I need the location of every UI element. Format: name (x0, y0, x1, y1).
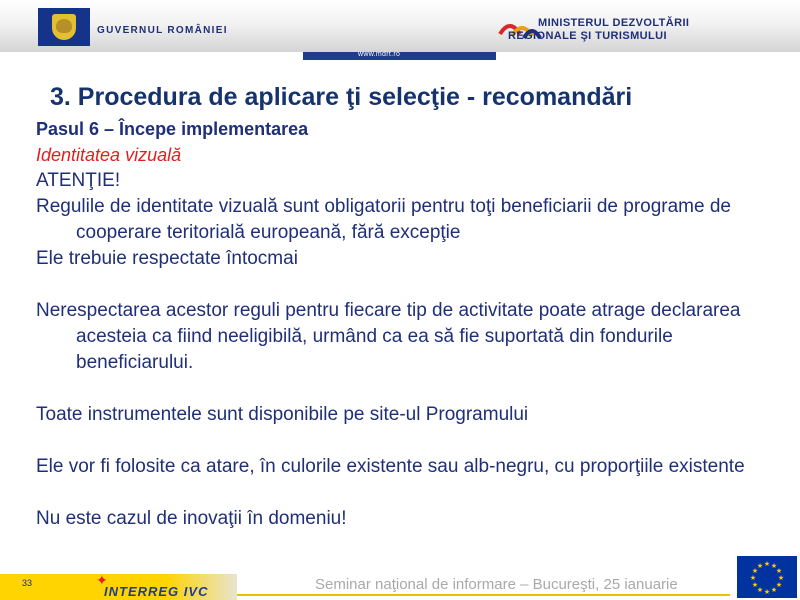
romania-coat-of-arms-icon (38, 8, 90, 46)
svg-text:★: ★ (775, 567, 783, 575)
paragraph-no-innovation: Nu este cazul de inovaţii în domeniu! (36, 508, 347, 529)
svg-text:★: ★ (756, 586, 764, 594)
paragraph-tools: Toate instrumentele sunt disponibile pe site-ul Programului (36, 404, 529, 425)
paragraph-rules: Regulile de identitate vizuală sunt obligatorii pentru toţi beneficiarii de programe de cooperare teritorială europeană, fără excepţie (36, 196, 731, 243)
svg-text:★: ★ (777, 574, 785, 582)
slide-header (0, 0, 800, 52)
paragraph-attention: ATENŢIE! (36, 170, 121, 191)
subtitle: Identitatea vizuală (36, 145, 182, 165)
seminar-caption: Seminar naţional de informare – Bucureşti, 25 ianuarie (315, 576, 678, 593)
paragraph-respect: Ele trebuie respectate întocmai (36, 248, 298, 269)
footer-divider (237, 594, 730, 596)
svg-text:★: ★ (751, 567, 759, 575)
website-url: www.mdrt.ro (358, 51, 401, 58)
interreg-logo: INTERREG IVC (104, 584, 209, 599)
paragraph-usage: Ele vor fi folosite ca atare, în culorile existente sau alb-negru, cu proporţiile existente (36, 456, 745, 477)
svg-text:★: ★ (749, 574, 757, 582)
svg-text:★: ★ (756, 562, 764, 570)
slide-content (36, 116, 776, 532)
step-heading: Pasul 6 – Începe implementarea (36, 119, 309, 139)
slide-title: 3. Procedura de aplicare ţi selecţie - recomandări (50, 83, 633, 111)
ministry-label-line1: MINISTERUL DEZVOLTĂRII (538, 17, 690, 29)
government-label: GUVERNUL ROMÂNIEI (97, 25, 228, 36)
svg-text:★: ★ (751, 581, 759, 589)
interreg-swirl-icon: ✦ (96, 572, 108, 588)
svg-text:★: ★ (775, 581, 783, 589)
svg-text:★: ★ (763, 588, 771, 596)
ministry-label-line2: REGIONALE ŞI TURISMULUI (508, 30, 667, 42)
svg-text:★: ★ (763, 560, 771, 568)
eu-flag-icon (737, 556, 797, 598)
svg-text:★: ★ (770, 586, 778, 594)
svg-text:★: ★ (770, 562, 778, 570)
paragraph-noncompliance: Nerespectarea acestor reguli pentru fiecare tip de activitate poate atrage declararea acesteia ca fiind neeligibilă, urmând ca ea să fie suportată din fondurile beneficiarului. (36, 300, 741, 373)
page-number: 33 (22, 578, 33, 588)
